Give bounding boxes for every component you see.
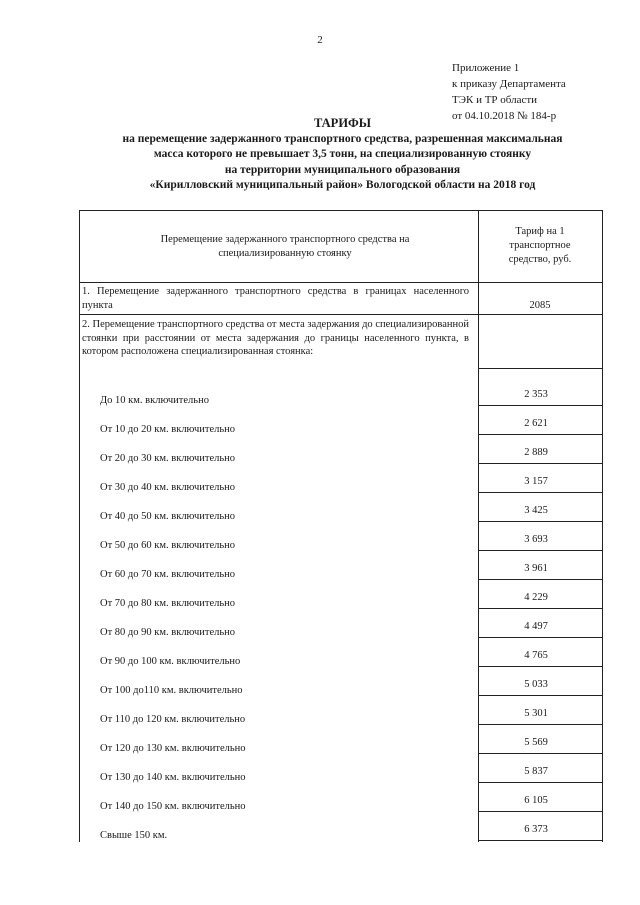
row-within-settlement: 1. Перемещение задержанного транспортного средства в границах населенного пункта: [82, 286, 469, 311]
value-underline: [478, 368, 602, 369]
range-label: От 20 до 30 км. включительно: [100, 453, 236, 464]
table-border-left: [79, 210, 80, 842]
value-underline: [478, 840, 602, 841]
range-tariff-value: 3 425: [524, 505, 548, 516]
document-title: [60, 116, 625, 194]
range-tariff-value: 2 353: [524, 389, 548, 400]
range-label: От 110 до 120 км. включительно: [100, 714, 246, 725]
range-tariff-value: 4 497: [524, 621, 548, 632]
range-tariff-value: 5 033: [524, 679, 548, 690]
value-underline: [478, 782, 602, 783]
range-label: От 60 до 70 км. включительно: [100, 569, 236, 580]
range-label: От 70 до 80 км. включительно: [100, 598, 236, 609]
title-line: на перемещение задержанного транспортного средства, разрешенная максимальная: [122, 132, 563, 145]
range-label: Свыше 150 км.: [100, 830, 168, 841]
range-label: От 100 до110 км. включительно: [100, 685, 243, 696]
range-tariff-value: 3 157: [524, 476, 548, 487]
value-underline: [478, 579, 602, 580]
value-underline: [478, 550, 602, 551]
table-border-right: [602, 210, 603, 842]
value-underline: [478, 405, 602, 406]
value-underline: [478, 811, 602, 812]
table-row-divider: [79, 314, 603, 315]
value-underline: [478, 521, 602, 522]
value-underline: [478, 637, 602, 638]
range-label: От 140 до 150 км. включительно: [100, 801, 246, 812]
range-label: От 50 до 60 км. включительно: [100, 540, 236, 551]
range-tariff-value: 6 373: [524, 824, 548, 835]
appendix-block: [452, 60, 566, 124]
range-label: До 10 км. включительно: [100, 395, 209, 406]
value-underline: [478, 463, 602, 464]
range-tariff-value: 3 961: [524, 563, 548, 574]
value-underline: [478, 608, 602, 609]
page-number: 2: [317, 34, 323, 46]
range-tariff-value: 5 837: [524, 766, 548, 777]
range-tariff-value: 6 105: [524, 795, 548, 806]
range-tariff-value: 2 621: [524, 418, 548, 429]
title-line: на территории муниципального образования: [224, 163, 461, 176]
appendix-line: ТЭК и ТР области: [452, 94, 538, 106]
range-label: От 130 до 140 км. включительно: [100, 772, 246, 783]
range-label: От 10 до 20 км. включительно: [100, 424, 236, 435]
title-main: ТАРИФЫ: [313, 116, 372, 130]
range-label: От 90 до 100 км. включительно: [100, 656, 241, 667]
table-header-divider: [79, 282, 603, 283]
header-text: транспортное: [509, 240, 571, 251]
appendix-line: Приложение 1: [452, 62, 520, 74]
row-within-settlement-value: 2085: [529, 300, 551, 311]
range-tariff-value: 4 765: [524, 650, 548, 661]
header-text: Тариф на 1: [515, 226, 565, 237]
range-tariff-value: 2 889: [524, 447, 548, 458]
range-tariff-value: 4 229: [524, 592, 548, 603]
title-line: масса которого не превышает 3,5 тонн, на специализированную стоянку: [153, 148, 532, 160]
range-tariff-value: 5 301: [524, 708, 548, 719]
range-tariff-value: 5 569: [524, 737, 548, 748]
value-underline: [478, 753, 602, 754]
column-header-tariff: [478, 225, 602, 267]
header-text: средство, руб.: [508, 254, 572, 265]
header-text: Перемещение задержанного транспортного средства на: [160, 234, 410, 245]
range-label: От 40 до 50 км. включительно: [100, 511, 236, 522]
range-tariff-value: 3 693: [524, 534, 548, 545]
value-underline: [478, 434, 602, 435]
value-underline: [478, 695, 602, 696]
range-label: От 120 до 130 км. включительно: [100, 743, 246, 754]
header-text: специализированную стоянку: [218, 248, 352, 259]
column-header-description: [90, 233, 480, 261]
value-underline: [478, 492, 602, 493]
title-line: «Кирилловский муниципальный район» Вологодской области на 2018 год: [149, 179, 536, 191]
table-border-top: [79, 210, 603, 211]
value-underline: [478, 724, 602, 725]
range-label: От 80 до 90 км. включительно: [100, 627, 236, 638]
value-underline: [478, 666, 602, 667]
range-label: От 30 до 40 км. включительно: [100, 482, 236, 493]
appendix-line: от 04.10.2018 № 184-р: [452, 110, 557, 122]
appendix-line: к приказу Департамента: [452, 78, 566, 90]
row-outside-settlement: 2. Перемещение транспортного средства от места задержания до специализированной стоянки при расстоянии от места задержания до границы населенного пункта, в котором расположена специализированная стоянка:: [82, 319, 469, 357]
